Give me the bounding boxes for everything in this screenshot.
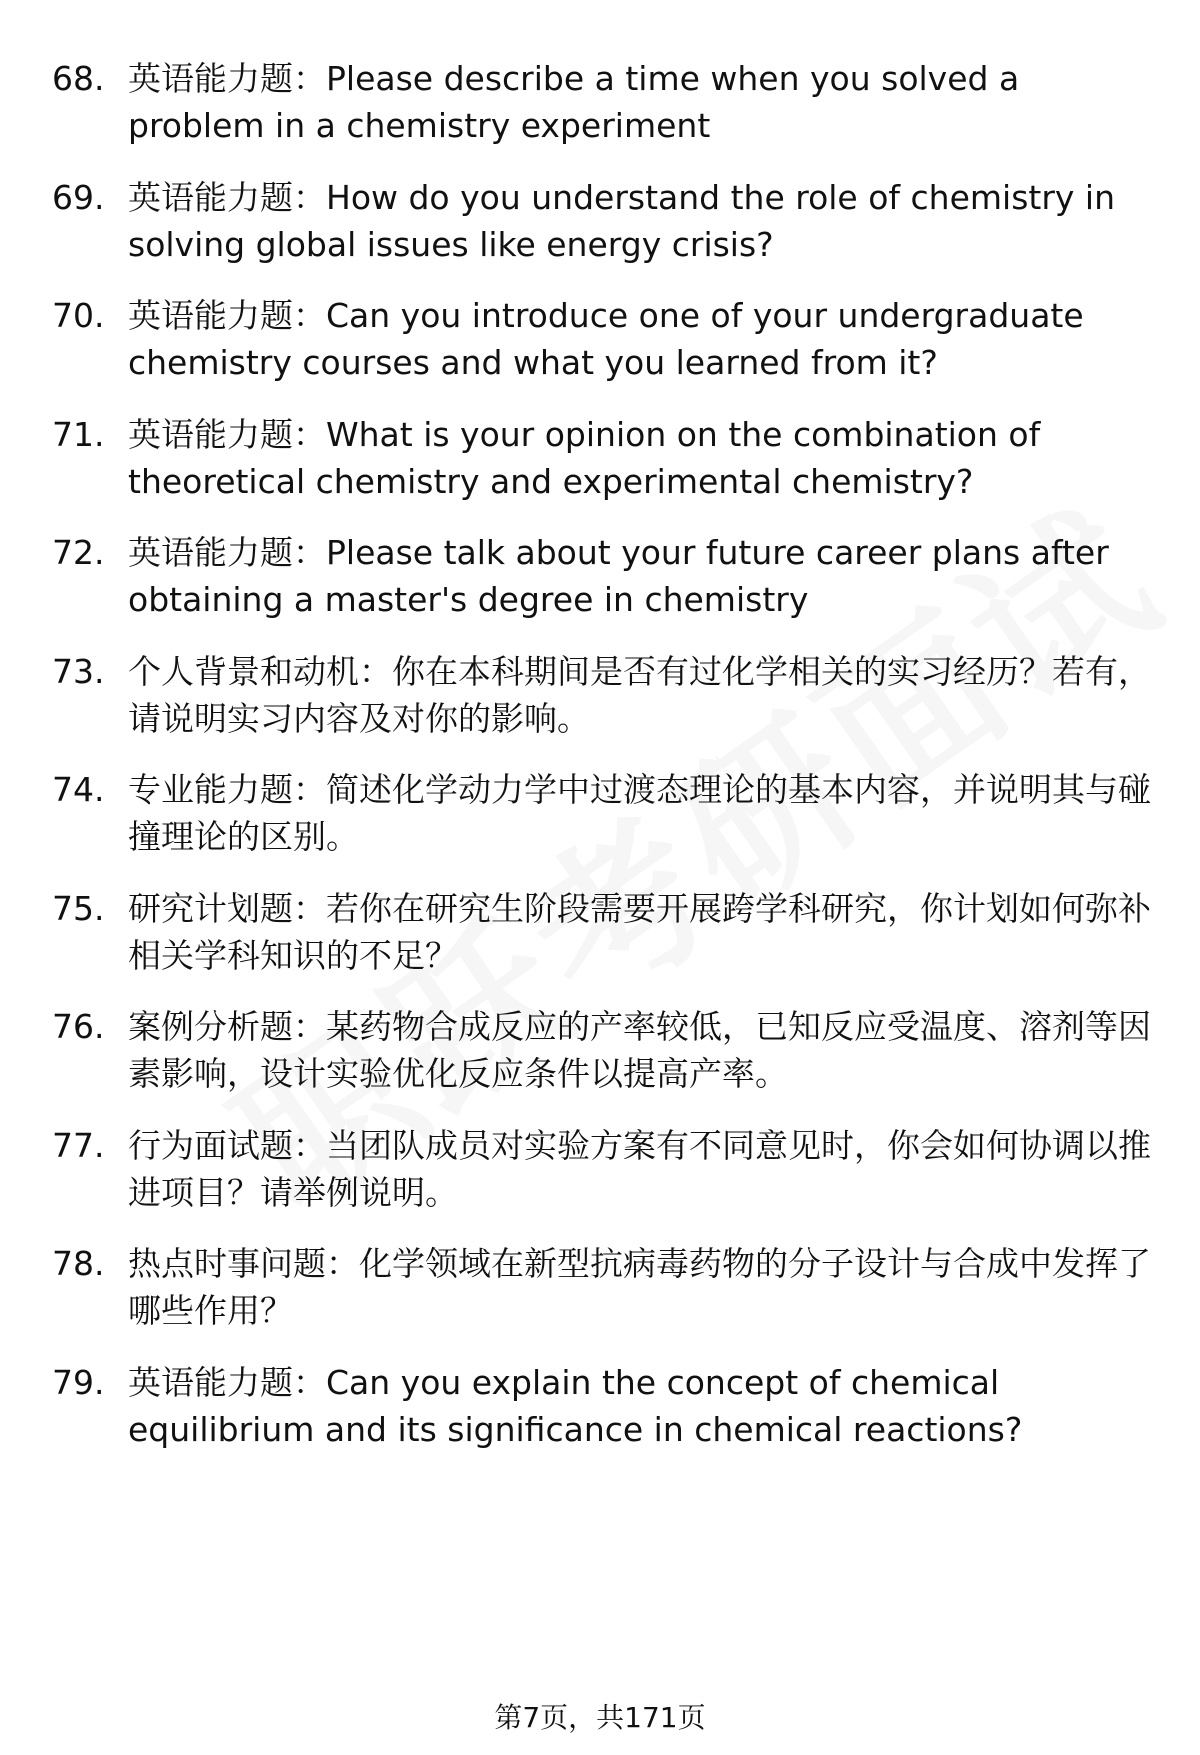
question-item (52, 411, 1162, 505)
question-number: 75. (52, 888, 105, 928)
question-number: 76. (52, 1007, 105, 1046)
question-item (52, 1003, 1162, 1097)
question-text: 英语能力题：Please talk about your future career plans after obtaining a master's degree in chemistry (128, 533, 1109, 619)
question-item (52, 1240, 1162, 1334)
question-number: 72. (52, 533, 105, 572)
question-number: 79. (52, 1362, 105, 1402)
question-text: 研究计划题：若你在研究生阶段需要开展跨学科研究，你计划如何弥补相关学科知识的不足？ (128, 888, 1151, 975)
question-text: 专业能力题：简述化学动力学中过渡态理论的基本内容，并说明其与碰撞理论的区别。 (128, 770, 1151, 856)
question-item (52, 766, 1162, 860)
page-indicator: 第7页，共171页 (494, 1701, 706, 1734)
question-number: 69. (52, 177, 105, 217)
question-number: 68. (52, 59, 105, 98)
question-text: 热点时事问题：化学领域在新型抗病毒药物的分子设计与合成中发挥了哪些作用？ (128, 1244, 1151, 1330)
question-item (52, 55, 1162, 149)
question-text: 英语能力题：Can you introduce one of your undergraduate chemistry courses and what you learned from it? (128, 296, 1084, 382)
question-text: 英语能力题：Can you explain the concept of chemical equilibrium and its significance in chemical reactions? (128, 1362, 1023, 1449)
question-number: 71. (52, 414, 105, 454)
question-text: 英语能力题：How do you understand the role of chemistry in solving global issues like energy crisis? (128, 177, 1116, 264)
question-item (52, 648, 1162, 742)
question-text: 案例分析题：某药物合成反应的产率较低，已知反应受温度、溶剂等因素影响，设计实验优化反应条件以提高产率。 (128, 1007, 1151, 1093)
question-text: 个人背景和动机：你在本科期间是否有过化学相关的实习经历？若有，请说明实习内容及对你的影响。 (128, 651, 1151, 738)
question-text: 英语能力题：What is your opinion on the combination of theoretical chemistry and experimental chemistry? (128, 414, 1041, 501)
question-text: 行为面试题：当团队成员对实验方案有不同意见时，你会如何协调以推进项目？请举例说明。 (128, 1125, 1151, 1212)
question-number: 78. (52, 1244, 105, 1283)
question-number: 70. (52, 296, 105, 335)
question-item (52, 1359, 1162, 1453)
question-number: 73. (52, 651, 105, 691)
question-item (52, 292, 1162, 386)
question-number: 74. (52, 770, 105, 809)
question-item (52, 1122, 1162, 1216)
question-text: 英语能力题：Please describe a time when you solved a problem in a chemistry experiment (128, 59, 1020, 145)
question-number: 77. (52, 1125, 105, 1165)
question-item (52, 529, 1162, 623)
question-item (52, 885, 1162, 979)
question-list (52, 55, 1162, 1477)
question-item (52, 174, 1162, 268)
